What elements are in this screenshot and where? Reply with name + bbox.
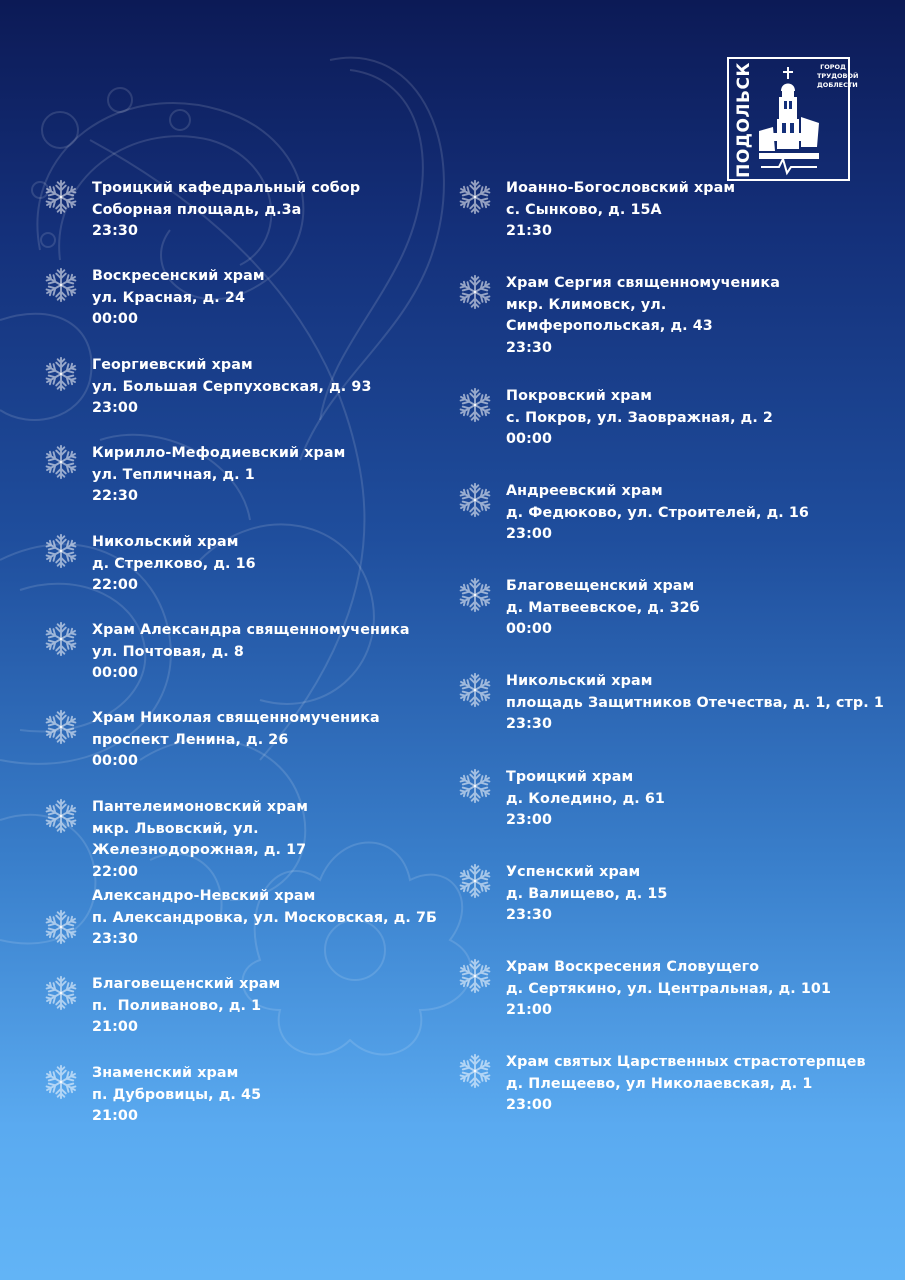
service-time: 23:00 (92, 400, 139, 417)
church-name: Успенский храм (506, 864, 641, 880)
church-address: д. Валищево, д. 15 (506, 885, 668, 902)
church-name: Троицкий храм (506, 769, 634, 785)
snowflake-icon (42, 797, 80, 835)
city-logo (727, 57, 859, 181)
service-time: 21:00 (92, 1019, 139, 1036)
service-time: 23:30 (92, 931, 139, 948)
church-address: с. Покров, ул. Заовражная, д. 2 (506, 409, 773, 426)
church-address: д. Коледино, д. 61 (506, 790, 665, 807)
snowflake-icon (456, 481, 494, 519)
church-name: Покровский храм (506, 388, 653, 404)
church-address: с. Сынково, д. 15А (506, 201, 662, 218)
church-address: ул. Красная, д. 24 (92, 289, 246, 306)
service-time: 21:00 (92, 1108, 139, 1125)
church-name: Воскресенский храм (92, 268, 265, 284)
snowflake-icon (42, 266, 80, 304)
logo-motto: ГОРОД ТРУДОВОЙ ДОБЛЕСТИ (817, 63, 859, 89)
church-entry (92, 620, 410, 685)
church-name: Троицкий кафедральный собор (92, 180, 361, 196)
church-name: Храм Александра священномученика (92, 622, 410, 638)
service-time: 00:00 (92, 665, 139, 682)
church-name: Знаменский храм (92, 1065, 239, 1081)
snowflake-icon (456, 1052, 494, 1090)
church-entry (92, 266, 265, 331)
service-time: 00:00 (92, 311, 139, 328)
snowflake-icon (42, 620, 80, 658)
church-name: Храм Николая священномученика (92, 710, 380, 726)
church-entry (506, 1052, 866, 1117)
church-entry (92, 443, 345, 508)
church-entry (92, 708, 380, 773)
service-time: 22:30 (92, 488, 139, 505)
service-time: 22:00 (92, 577, 139, 594)
church-address: проспект Ленина, д. 26 (92, 731, 289, 748)
church-address: п. Поливаново, д. 1 (92, 997, 262, 1014)
snowflake-icon (456, 178, 494, 216)
church-entry (506, 957, 831, 1022)
church-address: ул. Большая Серпуховская, д. 93 (92, 378, 372, 395)
service-time: 00:00 (506, 621, 553, 638)
service-time: 00:00 (506, 431, 553, 448)
church-address: п. Дубровицы, д. 45 (92, 1086, 262, 1103)
church-tower-emblem-icon (757, 61, 821, 179)
service-time: 23:00 (506, 526, 553, 543)
church-address: д. Стрелково, д. 16 (92, 555, 256, 572)
church-name: Иоанно-Богословский храм (506, 180, 736, 196)
snowflake-icon (456, 767, 494, 805)
church-name: Никольский храм (92, 534, 239, 550)
snowflake-icon (42, 443, 80, 481)
church-entry (506, 576, 700, 641)
snowflake-icon (456, 273, 494, 311)
snowflake-icon (42, 974, 80, 1012)
church-address: ул. Почтовая, д. 8 (92, 643, 244, 660)
service-time: 00:00 (92, 753, 139, 770)
church-entry (92, 532, 256, 597)
service-time: 21:30 (506, 223, 553, 240)
church-address: Соборная площадь, д.3а (92, 201, 302, 218)
church-entry (92, 886, 437, 951)
church-entry (506, 273, 780, 359)
church-address: мкр. Львовский, ул. Железнодорожная, д. 17 (92, 820, 307, 859)
church-entry (92, 1063, 261, 1128)
church-name: Храм Воскресения Словущего (506, 959, 760, 975)
logo-city-name: ПОДОЛЬСК (734, 62, 754, 178)
church-address: мкр. Климовск, ул. Симферопольская, д. 43 (506, 296, 713, 335)
church-address: д. Сертякино, ул. Центральная, д. 101 (506, 980, 832, 997)
church-entry (506, 862, 667, 927)
service-time: 23:30 (506, 907, 553, 924)
church-name: Андреевский храм (506, 483, 663, 499)
snowflake-icon (42, 1063, 80, 1101)
church-name: Благовещенский храм (506, 578, 695, 594)
church-name: Пантелеимоновский храм (92, 799, 309, 815)
service-time: 23:00 (506, 812, 553, 829)
snowflake-icon (456, 386, 494, 424)
snowflake-icon (42, 708, 80, 746)
church-name: Храм Сергия священномученика (506, 275, 780, 291)
church-entry (92, 797, 427, 883)
church-name: Храм святых Царственных страстотерпцев (506, 1054, 866, 1070)
snowflake-icon (456, 957, 494, 995)
church-name: Никольский храм (506, 673, 653, 689)
church-name: Кирилло-Мефодиевский храм (92, 445, 346, 461)
church-address: д. Федюково, ул. Строителей, д. 16 (506, 504, 809, 521)
church-name: Благовещенский храм (92, 976, 281, 992)
service-time: 23:30 (92, 223, 139, 240)
church-address: п. Александровка, ул. Московская, д. 7Б (92, 909, 438, 926)
church-entry (506, 481, 809, 546)
snowflake-icon (456, 862, 494, 900)
service-time: 23:30 (506, 716, 553, 733)
church-entry (92, 355, 372, 420)
service-time: 23:30 (506, 339, 553, 356)
church-entry (92, 974, 280, 1039)
church-name: Георгиевский храм (92, 357, 253, 373)
church-address: д. Плещеево, ул Николаевская, д. 1 (506, 1075, 813, 1092)
service-time: 23:00 (506, 1097, 553, 1114)
snowflake-icon (456, 576, 494, 614)
church-address: площадь Защитников Отечества, д. 1, стр. 1 (506, 694, 884, 711)
church-entry (506, 178, 735, 243)
service-time: 22:00 (92, 863, 139, 880)
church-entry (92, 178, 360, 243)
church-entry (506, 767, 665, 832)
snowflake-icon (456, 671, 494, 709)
church-name: Александро-Невский храм (92, 888, 316, 904)
church-address: д. Матвеевское, д. 32б (506, 599, 700, 616)
service-time: 21:00 (506, 1002, 553, 1019)
snowflake-icon (42, 908, 80, 946)
church-entry (506, 386, 773, 451)
church-entry (506, 671, 884, 736)
snowflake-icon (42, 532, 80, 570)
snowflake-icon (42, 355, 80, 393)
church-address: ул. Тепличная, д. 1 (92, 466, 255, 483)
snowflake-icon (42, 178, 80, 216)
